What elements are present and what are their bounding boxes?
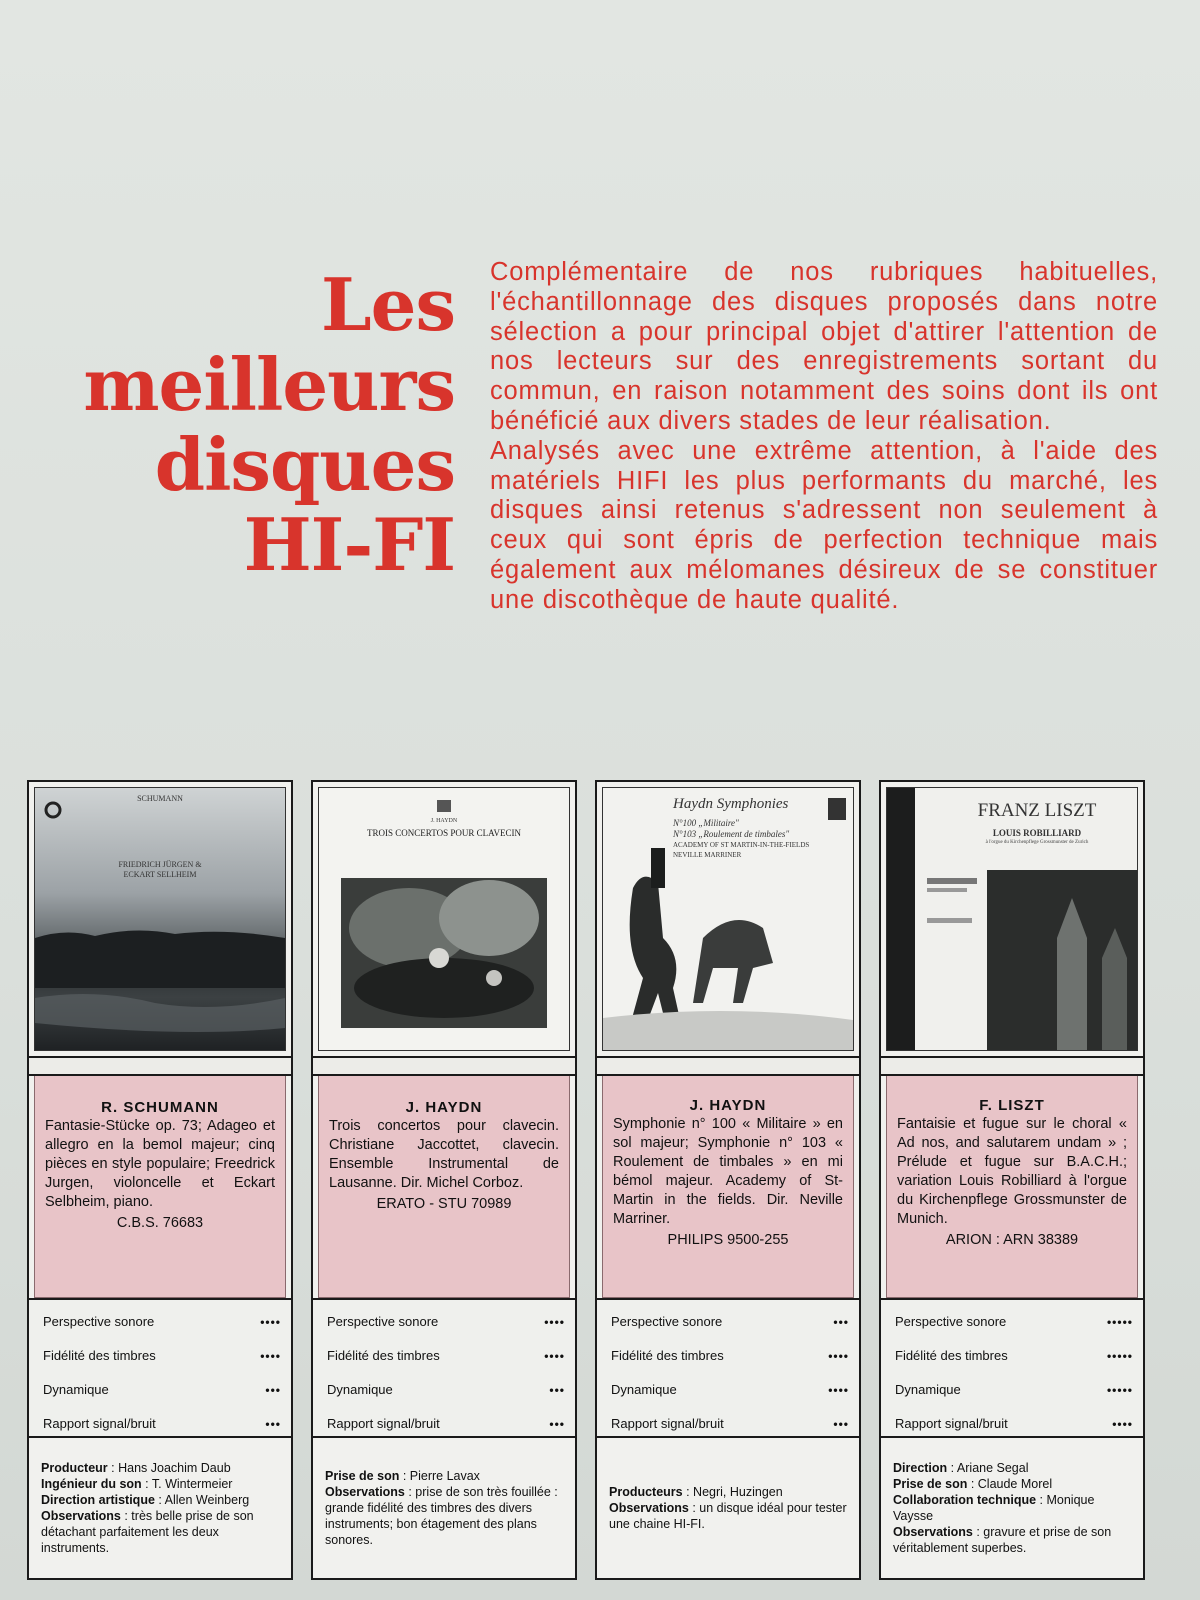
rating-row xyxy=(327,1378,565,1412)
rating-row xyxy=(895,1344,1133,1378)
cover-artist: FRIEDRICH JÜRGEN & xyxy=(118,860,202,869)
credit-value: : Claude Morel xyxy=(967,1477,1053,1491)
rating-dots: ••• xyxy=(549,1417,565,1431)
credit-line xyxy=(609,1500,847,1532)
rating-dots: ••• xyxy=(833,1417,849,1431)
rating-dots: ••••• xyxy=(1106,1349,1133,1363)
cover-artist: NEVILLE MARRINER xyxy=(673,851,742,859)
rating-row xyxy=(611,1344,849,1378)
credit-key: Collaboration technique xyxy=(893,1493,1037,1507)
cover-title: TROIS CONCERTOS POUR CLAVECIN xyxy=(367,828,521,838)
divider xyxy=(597,1056,859,1076)
record-description: Trois concertos pour clavecin. Christiane Jaccottet, clavecin. Ensemble Instrumental de Lausanne. Dir. Michel Corboz. xyxy=(329,1118,559,1191)
credit-key: Producteur xyxy=(41,1461,108,1475)
credit-key: Observations xyxy=(41,1509,121,1523)
rating-dots: ••••• xyxy=(1106,1383,1133,1397)
credit-line xyxy=(893,1524,1131,1556)
record-description: Symphonie n° 100 « Militaire » en sol majeur; Symphonie n° 103 « Roulement de timbales » en mi bémol majeur. Academy of St-Martin in the fields. Dir. Neville Marriner. xyxy=(613,1116,843,1227)
record-cards xyxy=(27,780,1177,1590)
credit-value: : Negri, Huzingen xyxy=(682,1485,783,1499)
record-info xyxy=(318,1076,570,1298)
credit-value: : un disque idéal pour tester une chaine HI-FI. xyxy=(609,1501,847,1531)
rating-row xyxy=(327,1310,565,1344)
credit-line xyxy=(893,1476,1131,1492)
intro-paragraph: Complémentaire de nos rubriques habituelles, l'échantillonnage des disques proposés dans notre sélection a pour principal objet d'attirer l'attention de nos lecteurs sur des enregistrements sortant du commun, en raison notamment des soins dont ils ont bénéficié aux divers stades de leur réalisation. xyxy=(490,258,1158,435)
record-card-liszt xyxy=(879,780,1145,1580)
rating-label: Rapport signal/bruit xyxy=(43,1416,156,1431)
credits xyxy=(29,1438,291,1578)
record-label: C.B.S. 76683 xyxy=(116,1215,204,1231)
credit-line xyxy=(325,1484,563,1548)
rating-label: Dynamique xyxy=(43,1382,109,1397)
credit-value: : prise de son très fouillée : grande fidélité des timbres des divers instruments; bon étagement des plans sonores. xyxy=(325,1485,558,1547)
rating-row xyxy=(611,1378,849,1412)
divider xyxy=(29,1056,291,1076)
title-line: disques xyxy=(154,422,455,507)
cover-composer: FRANZ LISZT xyxy=(977,800,1097,821)
cover-subtitle: à l'orgue du Kirchenpflege Grossmunster de Zurich xyxy=(985,840,1089,845)
album-cover-image xyxy=(318,787,570,1051)
composer-name: J. HAYDN xyxy=(689,1097,767,1114)
rating-dots: ••••• xyxy=(1106,1315,1133,1329)
credit-line xyxy=(41,1492,279,1508)
rating-label: Fidélité des timbres xyxy=(895,1348,1008,1363)
record-label: ARION : ARN 38389 xyxy=(945,1232,1079,1248)
credit-line xyxy=(41,1476,279,1492)
rating-label: Rapport signal/bruit xyxy=(611,1416,724,1431)
ratings xyxy=(29,1298,291,1438)
intro-paragraph: Analysés avec une extrême attention, à l'aide des matériels HIFI les plus performants du marché, les disques ainsi retenus s'adressent non seulement à ceux qui sont épris de perfection technique mais également aux mélomanes désireux de se constituer une discothèque de haute qualité. xyxy=(490,436,1158,614)
record-label: ERATO - STU 70989 xyxy=(376,1196,512,1212)
credits xyxy=(597,1438,859,1578)
album-cover-image xyxy=(34,787,286,1051)
cover-artist: ECKART SELLHEIM xyxy=(123,870,197,879)
rating-dots: •••• xyxy=(1112,1417,1133,1431)
credit-key: Direction xyxy=(893,1461,948,1475)
rating-label: Perspective sonore xyxy=(327,1314,439,1329)
rating-dots: ••• xyxy=(549,1383,565,1397)
credit-value: : Pierre Lavax xyxy=(399,1469,480,1483)
rating-label: Dynamique xyxy=(895,1382,961,1397)
credit-value: : très belle prise de son détachant parfaitement les deux instruments. xyxy=(41,1509,254,1555)
rating-row xyxy=(611,1310,849,1344)
rating-label: Perspective sonore xyxy=(43,1314,155,1329)
record-description: Fantasie-Stücke op. 73; Adageo et allegro en la bemol majeur; cinq pièces en style populaire; Freedrick Jurgen, violoncelle et Eckart Selbheim, piano. xyxy=(45,1118,275,1210)
record-description: Fantaisie et fugue sur le choral « Ad nos, and salutarem undam » ; Prélude et fugue sur B.A.C.H.; variation Louis Robilliard à l'orgue du Kirchenpflege Grossmunster de Munich. xyxy=(897,1116,1127,1227)
credits xyxy=(313,1438,575,1578)
cover-composer: J. HAYDN xyxy=(430,818,458,824)
rating-dots: ••• xyxy=(265,1383,281,1397)
rating-label: Rapport signal/bruit xyxy=(895,1416,1008,1431)
rating-label: Dynamique xyxy=(327,1382,393,1397)
ratings xyxy=(313,1298,575,1438)
cover-title: Haydn Symphonies xyxy=(673,796,789,812)
credit-line xyxy=(893,1492,1131,1524)
cover-subtitle: N°103 „Roulement de timbales" xyxy=(673,829,790,839)
credit-key: Observations xyxy=(893,1525,973,1539)
rating-label: Perspective sonore xyxy=(611,1314,723,1329)
album-cover-image xyxy=(886,787,1138,1051)
composer-name: F. LISZT xyxy=(979,1097,1045,1114)
record-card-haydn-symphonies xyxy=(595,780,861,1580)
credit-key: Prise de son xyxy=(893,1477,968,1491)
record-info xyxy=(602,1076,854,1298)
credit-key: Direction artistique xyxy=(41,1493,155,1507)
rating-row xyxy=(43,1310,281,1344)
credit-key: Ingénieur du son xyxy=(41,1477,142,1491)
credit-key: Observations xyxy=(609,1501,689,1515)
record-info xyxy=(886,1076,1138,1298)
rating-dots: ••• xyxy=(833,1315,849,1329)
rating-dots: •••• xyxy=(544,1349,565,1363)
record-card-haydn-concertos xyxy=(311,780,577,1580)
page-title xyxy=(40,262,455,587)
ratings xyxy=(881,1298,1143,1438)
credit-value: : Monique Vaysse xyxy=(893,1493,1095,1523)
rating-dots: •••• xyxy=(828,1349,849,1363)
rating-dots: •••• xyxy=(828,1383,849,1397)
credit-line xyxy=(41,1508,279,1556)
credit-line xyxy=(41,1460,279,1476)
credit-value: : Allen Weinberg xyxy=(154,1493,250,1507)
rating-dots: •••• xyxy=(260,1315,281,1329)
credit-line xyxy=(893,1460,1131,1476)
rating-row xyxy=(327,1344,565,1378)
credits xyxy=(881,1438,1143,1578)
credit-line xyxy=(325,1468,563,1484)
title-line: meilleurs xyxy=(83,342,455,427)
rating-dots: •••• xyxy=(260,1349,281,1363)
rating-label: Perspective sonore xyxy=(895,1314,1007,1329)
credit-value: : T. Wintermeier xyxy=(141,1477,233,1491)
divider xyxy=(881,1056,1143,1076)
intro-text xyxy=(490,258,1158,616)
cover-artist: ACADEMY OF ST MARTIN-IN-THE-FIELDS xyxy=(673,841,810,849)
record-card-schumann xyxy=(27,780,293,1580)
title-line: Les xyxy=(321,262,455,347)
divider xyxy=(313,1056,575,1076)
credit-key: Prise de son xyxy=(325,1469,400,1483)
rating-label: Fidélité des timbres xyxy=(611,1348,724,1363)
composer-name: J. HAYDN xyxy=(405,1099,483,1116)
rating-dots: ••• xyxy=(265,1417,281,1431)
rating-row xyxy=(895,1378,1133,1412)
record-info xyxy=(34,1076,286,1298)
credit-line xyxy=(609,1484,847,1500)
rating-label: Fidélité des timbres xyxy=(327,1348,440,1363)
cover-title: SCHUMANN xyxy=(137,794,183,803)
credit-value: : Ariane Segal xyxy=(947,1461,1029,1475)
cover-artist: LOUIS ROBILLIARD xyxy=(992,828,1082,838)
title-line: HI-FI xyxy=(243,502,455,587)
credit-key: Producteurs xyxy=(609,1485,683,1499)
composer-name: R. SCHUMANN xyxy=(101,1099,219,1116)
rating-row xyxy=(43,1344,281,1378)
credit-value: : gravure et prise de son véritablement superbes. xyxy=(893,1525,1112,1555)
rating-label: Rapport signal/bruit xyxy=(327,1416,440,1431)
record-label: PHILIPS 9500-255 xyxy=(667,1232,789,1248)
rating-label: Dynamique xyxy=(611,1382,677,1397)
rating-row xyxy=(43,1378,281,1412)
album-cover-image xyxy=(602,787,854,1051)
rating-dots: •••• xyxy=(544,1315,565,1329)
credit-value: : Hans Joachim Daub xyxy=(107,1461,231,1475)
cover-subtitle: N°100 „Militaire" xyxy=(673,818,739,828)
credit-key: Observations xyxy=(325,1485,405,1499)
rating-row xyxy=(895,1310,1133,1344)
ratings xyxy=(597,1298,859,1438)
rating-label: Fidélité des timbres xyxy=(43,1348,156,1363)
